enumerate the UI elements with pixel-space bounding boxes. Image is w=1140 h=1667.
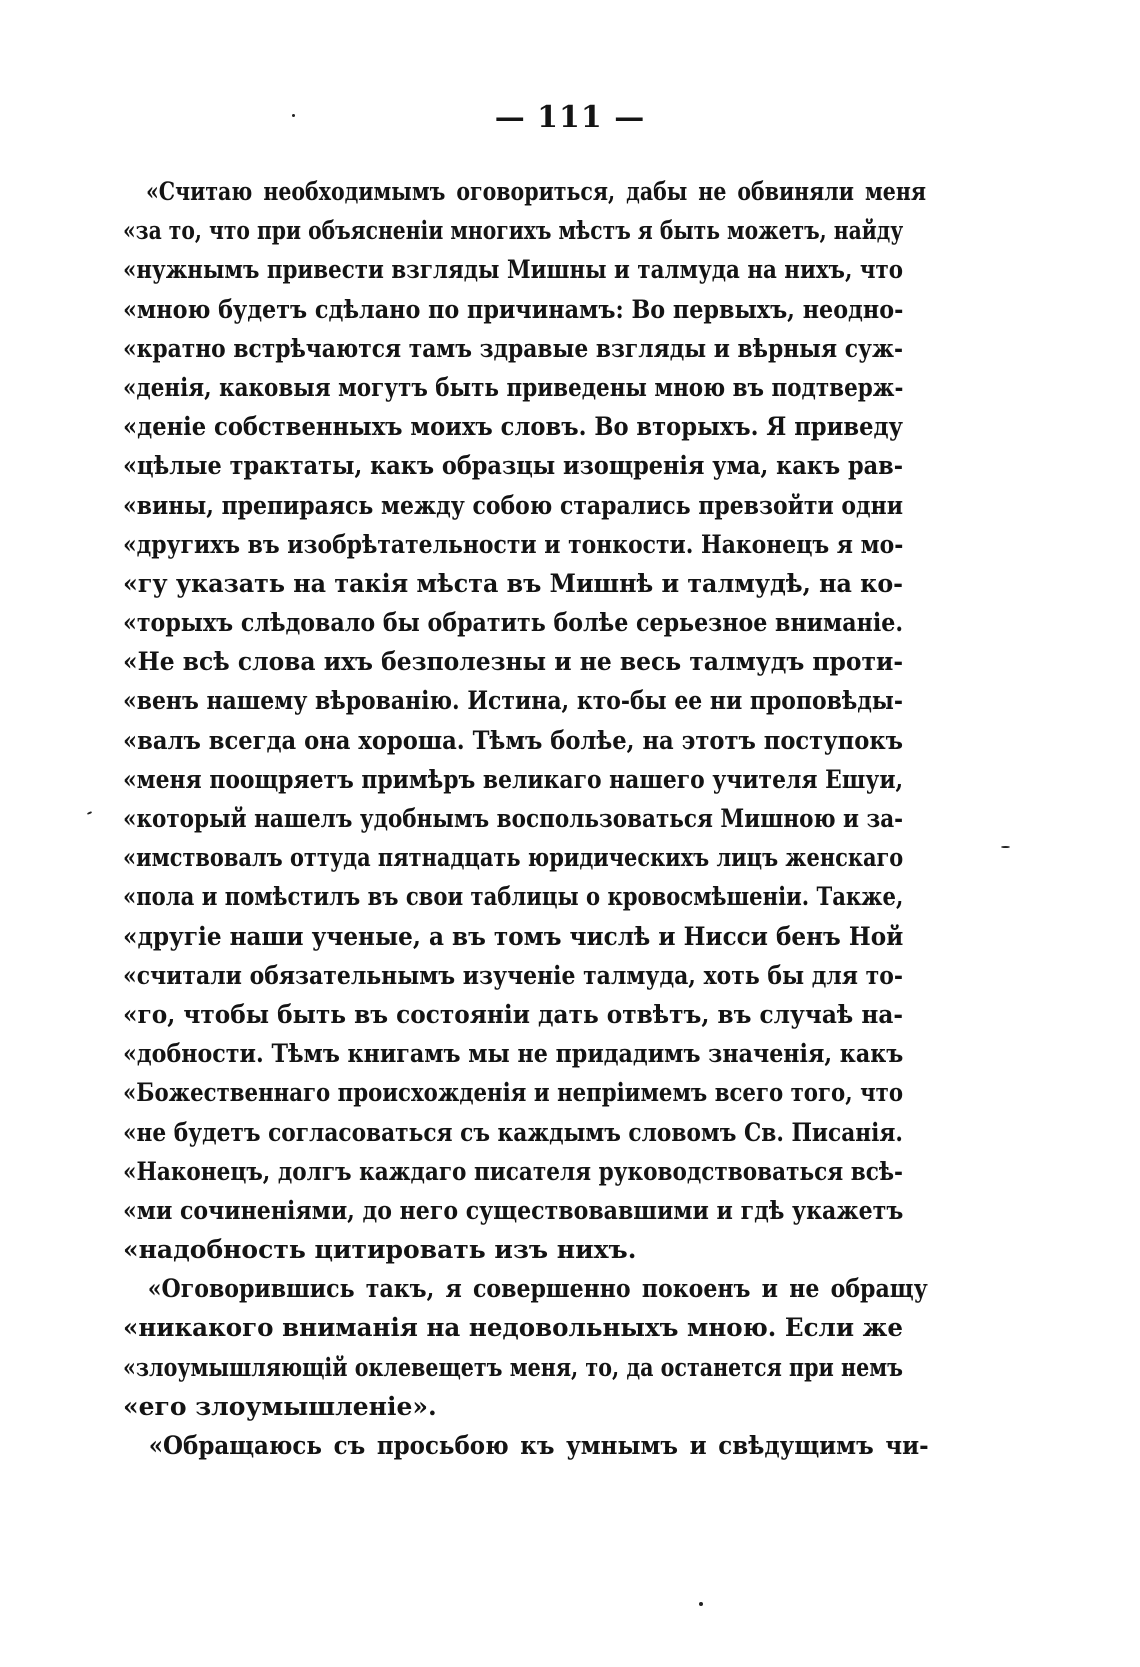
text-line: «ми сочиненіями, до него существовавшими и гдѣ укажетъ <box>123 1195 904 1225</box>
text-line: «вины, препираясь между собою старались превзойти одни <box>123 490 904 520</box>
text-line: «другихъ въ изобрѣтательности и тонкости. Наконецъ я мо- <box>123 529 904 559</box>
text-line: «Наконецъ, долгъ каждаго писателя руководствоваться всѣ- <box>123 1156 903 1186</box>
text-line: «имствовалъ оттуда пятнадцать юридическихъ лицъ женскаго <box>123 843 904 873</box>
text-line: «валъ всегда она хороша. Тѣмъ болѣе, на этотъ поступокъ <box>123 725 904 755</box>
text-line: «который нашелъ удобнымъ воспользоваться Мишною и за- <box>123 804 904 833</box>
paragraph-1 <box>123 172 926 1269</box>
scan-speck <box>1001 846 1010 848</box>
text-line: «Обращаюсь съ просьбою къ умнымъ и свѣдущимъ чи- <box>148 1431 929 1460</box>
text-line: «торыхъ слѣдовало бы обратить болѣе серьезное вниманіе. <box>123 608 904 638</box>
text-line: «венъ нашему вѣрованію. Истина, кто-бы ее ни проповѣды- <box>123 686 904 716</box>
text-line: «другіе наши ученые, а въ томъ числѣ и Нисси бенъ Ной <box>123 921 904 951</box>
page-number: — 111 — <box>494 100 646 135</box>
text-line: «Оговорившись такъ, я совершенно покоенъ и не обращу <box>147 1274 928 1304</box>
text-line: «денія, каковыя могутъ быть приведены мною въ подтверж- <box>123 372 904 402</box>
scan-speck <box>292 114 295 117</box>
text-line: «за то, что при объясненіи многихъ мѣстъ я быть можетъ, найду <box>123 216 904 246</box>
text-line: «цѣлые трактаты, какъ образцы изощренія ума, какъ рав- <box>123 451 903 481</box>
text-line: «Считаю необходимымъ оговориться, дабы не обвиняли меня <box>145 177 926 206</box>
text-line: «пола и помѣстилъ въ свои таблицы о кровосмѣшеніи. Также, <box>123 882 904 912</box>
scan-speck <box>87 811 92 815</box>
text-line: «деніе собственныхъ моихъ словъ. Во вторыхъ. Я приведу <box>123 412 904 442</box>
text-line: «кратно встрѣчаются тамъ здравые взгляды и вѣрныя суж- <box>123 333 903 363</box>
text-line: «добности. Тѣмъ книгамъ мы не придадимъ значенія, какъ <box>123 1039 904 1069</box>
scan-speck <box>699 1602 703 1606</box>
text-line: «злоумышляющій оклевещетъ меня, то, да останется при немъ <box>123 1352 903 1382</box>
text-line: «считали обязательнымъ изученіе талмуда, хоть бы для то- <box>123 960 904 990</box>
text-line: «надобность цитировать изъ нихъ. <box>123 1235 637 1265</box>
text-line: «никакого вниманія на недовольныхъ мною. Если же <box>123 1313 903 1343</box>
text-line: «го, чтобы быть въ состояніи дать отвѣтъ, въ случаѣ на- <box>123 999 904 1029</box>
body-text <box>123 172 929 1465</box>
paragraph-2 <box>123 1269 928 1426</box>
text-line: «не будетъ согласоваться съ каждымъ словомъ Св. Писанія. <box>123 1117 903 1147</box>
text-line: «гу указать на такія мѣста въ Мишнѣ и талмудѣ, на ко- <box>123 568 904 598</box>
text-line: «меня поощряетъ примѣръ великаго нашего учителя Ешуи, <box>123 764 904 794</box>
text-line: «Не всѣ слова ихъ безполезны и не весь талмудъ проти- <box>123 647 904 677</box>
text-line: «нужнымъ привести взгляды Мишны и талмуда на нихъ, что <box>123 255 904 285</box>
text-line: «его злоумышленіе». <box>123 1391 437 1421</box>
text-line: «Божественнаго происхожденія и непріимемъ всего того, что <box>123 1078 904 1108</box>
text-line: «мною будетъ сдѣлано по причинамъ: Во первыхъ, неодно- <box>123 294 904 324</box>
paragraph-3 <box>123 1426 929 1465</box>
